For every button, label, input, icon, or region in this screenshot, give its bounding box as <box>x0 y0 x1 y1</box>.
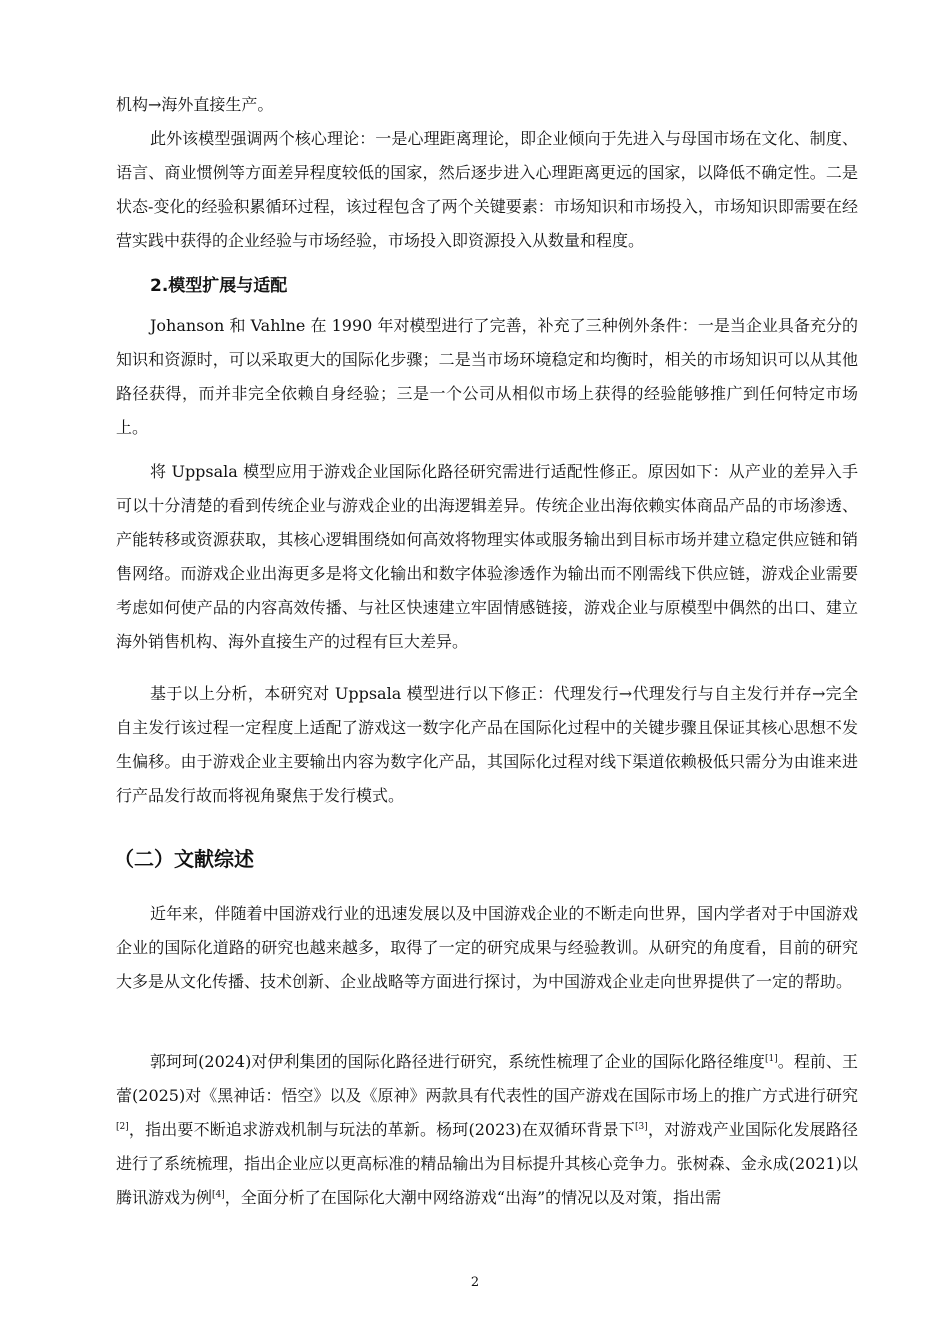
paragraph-core-theory: 此外该模型强调两个核心理论：一是心理距离理论，即企业倾向于先进入与母国市场在文化、制度、语言、商业惯例等方面差异程度较低的国家，然后逐步进入心理距离更远的国家，以降低不确定性。二是状态-变化的经验积累循环过程，该过程包含了两个关键要素：市场知识和市场投入，市场知识即需要在经营实践中获得的企业经验与市场经验，市场投入即资源投入从数量和程度。 <box>116 129 858 250</box>
paragraph-recent-research: 近年来，伴随着中国游戏行业的迅速发展以及中国游戏企业的不断走向世界，国内学者对于中国游戏企业的国际化道路的研究也越来越多，取得了一定的研究成果与经验教训。从研究的角度看，目前的研究大多是从文化传播、技术创新、企业战略等方面进行探讨，为中国游戏企业走向世界提供了一定的帮助。 <box>116 904 858 991</box>
citation-ref-4: [4] <box>212 1190 225 1200</box>
section-heading-literature-review: （二）文献综述 <box>114 847 254 871</box>
page-number: 2 <box>470 1275 480 1290</box>
paragraph-literature-citations: 郭珂珂(2024)对伊利集团的国际化路径进行研究，系统性梳理了企业的国际化路径维度[1]。程前、王蕾(2025)对《黑神话：悟空》以及《原神》两款具有代表性的国产游戏在国际市场上的推广方式进行研究[2]，指出要不断追求游戏机制与玩法的革新。杨珂(2023)在双循环背景下[3]，对游戏产业国际化发展路径进行了系统梳理，指出企业应以更高标准的精品输出为目标提升其核心竞争力。张树森、金永成(2021)以腾讯游戏为例[4]，全面分析了在国际化大潮中网络游戏“出海”的情况以及对策，指出需 <box>116 1052 858 1207</box>
paragraph-johanson-vahlne: Johanson 和 Vahlne 在 1990 年对模型进行了完善，补充了三种例外条件：一是当企业具备充分的知识和资源时，可以采取更大的国际化步骤；二是当市场环境稳定和均衡时，相关的市场知识可以从其他路径获得，而并非完全依赖自身经验；三是一个公司从相似市场上获得的经验能够推广到任何特定市场上。 <box>116 316 858 437</box>
paragraph-uppsala-application: 将 Uppsala 模型应用于游戏企业国际化路径研究需进行适配性修正。原因如下：从产业的差异入手可以十分清楚的看到传统企业与游戏企业的出海逻辑差异。传统企业出海依赖实体商品产品的市场渗透、产能转移或资源获取，其核心逻辑围绕如何高效将物理实体或服务输出到目标市场并建立稳定供应链和销售网络。而游戏企业出海更多是将文化输出和数字体验渗透作为输出而不刚需线下供应链，游戏企业需要考虑如何使产品的内容高效传播、与社区快速建立牢固情感链接，游戏企业与原模型中偶然的出口、建立海外销售机构、海外直接生产的过程有巨大差异。 <box>116 462 858 651</box>
section-heading-model-extension: 2.模型扩展与适配 <box>150 276 288 296</box>
citation-ref-1: [1] <box>764 1054 778 1064</box>
citation-ref-3: [3] <box>635 1122 648 1132</box>
citation-ref-2: [2] <box>116 1122 129 1132</box>
paragraph-intro-tail: 机构→海外直接生产。 <box>116 95 274 114</box>
paragraph-model-revision: 基于以上分析，本研究对 Uppsala 模型进行以下修正：代理发行→代理发行与自主发行并存→完全自主发行该过程一定程度上适配了游戏这一数字化产品在国际化过程中的关键步骤且保证其核心思想不发生偏移。由于游戏企业主要输出内容为数字化产品，其国际化过程对线下渠道依赖极低只需分为由谁来进行产品发行故而将视角聚焦于发行模式。 <box>116 684 858 805</box>
